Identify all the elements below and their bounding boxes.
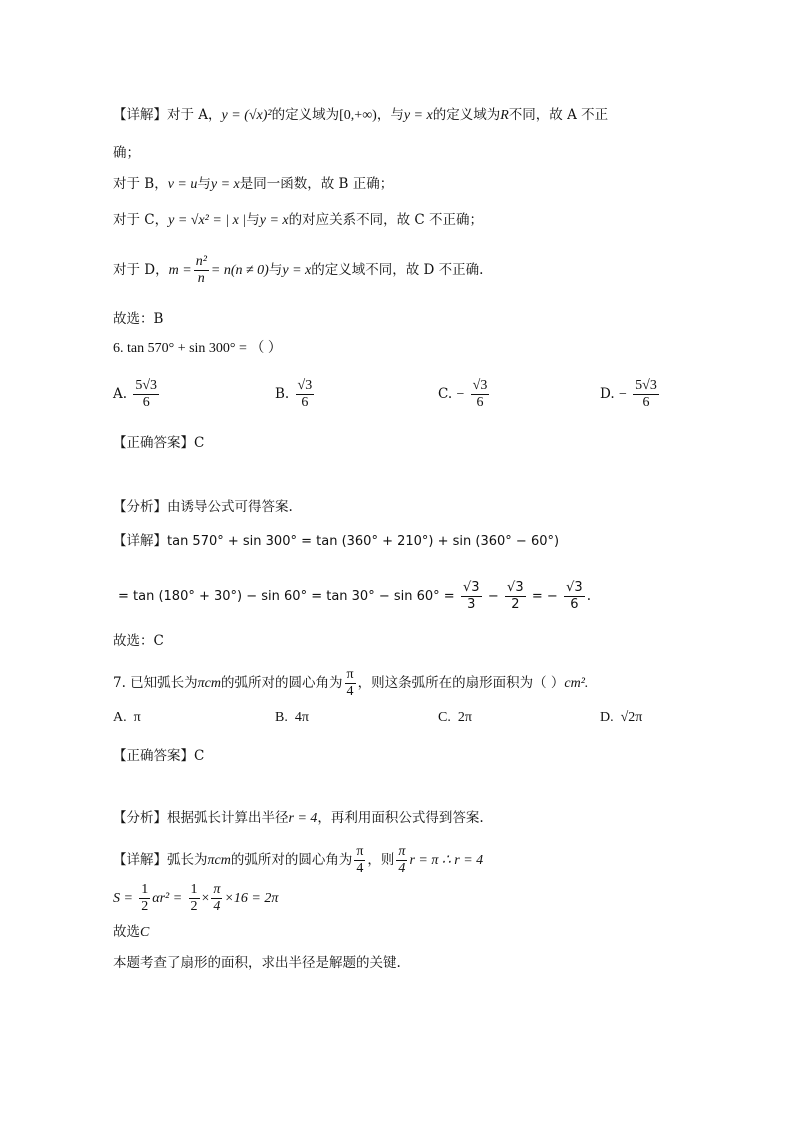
q7-summary: 本题考查了扇形的面积，求出半径是解题的关键.	[113, 955, 401, 971]
detail-line-b: 对于 B，v = u与y = x是同一函数，故 B 正确；	[113, 176, 394, 192]
q6-final-answer: 故选：C	[113, 633, 164, 649]
q6-detail-2: = tan (180° + 30°) − sin 60° = tan 30° − sin 60° = $\frac{√3}{3}$ − $\frac{√3}{2}$ = − $\frac{√3}{6}$ .	[118, 580, 591, 612]
q7-correct-answer: 【正确答案】C	[113, 748, 205, 764]
q7-option-c: C. 2π	[438, 710, 472, 725]
q6-option-d: D. − $\frac{5√3}{6}$	[600, 378, 657, 410]
q6-analysis: 【分析】由诱导公式可得答案.	[113, 499, 293, 515]
fraction: $\frac{√3}{2}$	[507, 580, 524, 612]
fraction: $\frac{5√3}{6}$	[635, 378, 657, 410]
fraction: $\frac{√3}{6}$	[472, 378, 488, 410]
q7-final-answer: 故选C	[113, 924, 150, 940]
fraction: $\frac{√3}{3}$	[462, 580, 480, 612]
q7-option-b: B. 4π	[275, 710, 309, 725]
q6-stem: 6. tan 570° + sin 300° = （ ）	[113, 341, 282, 356]
q6-option-b: B. $\frac{√3}{6}$	[275, 378, 313, 410]
detail-line-a: 【详解】对于 A，y = (√x)²的定义域为[0,+∞)，与y = x的定义域为R不同，故 A 不正	[113, 107, 609, 123]
q7-detail: 【详解】弧长为πcm的弧所对的圆心角为 $\frac{\pi}{4}$ ，则 $\frac{\pi}{4}$ r = π ∴ r = 4	[113, 844, 484, 876]
detail-line-d: 对于 D，m = $\frac{\text{n²}}{n}$ = n(n ≠ 0)与y = x的定义域不同，故 D 不正确.	[113, 254, 484, 286]
fraction: $\frac{√3}{6}$	[566, 580, 583, 612]
fraction: $\frac{\pi}{4}$	[398, 844, 406, 876]
fraction: $\frac{√3}{6}$	[297, 378, 313, 410]
q7-formula: S = $\frac{1}{2}$ αr² = $\frac{1}{2}$ × $\frac{\pi}{4}$ ×16 = 2π	[113, 882, 279, 914]
q6-correct-answer: 【正确答案】C	[113, 435, 205, 451]
q7-analysis: 【分析】根据弧长计算出半径r = 4，再利用面积公式得到答案.	[113, 810, 484, 826]
q7-stem: 7. 已知弧长为πcm的弧所对的圆心角为 $\frac{\pi}{4}$ ，则这条弧所在的扇形面积为（ ）cm².	[113, 667, 589, 699]
fraction: $\frac{1}{2}$	[141, 882, 149, 914]
answer-line-b: 故选：B	[113, 311, 164, 327]
fraction: $\frac{\pi}{4}$	[213, 882, 221, 914]
detail-line-c: 对于 C，y = √x² = | x |与y = x的对应关系不同，故 C 不正确；	[113, 212, 484, 228]
fraction: $\frac{5√3}{6}$	[135, 378, 158, 410]
fraction: $\frac{\text{n²}}{n}$	[195, 254, 207, 286]
q6-detail-1: 【详解】tan 570° + sin 300° = tan (360° + 210°) + sin (360° − 60°)	[113, 533, 560, 549]
q6-option-c: C. − $\frac{√3}{6}$	[438, 378, 488, 410]
fraction: $\frac{\pi}{4}$	[346, 667, 354, 699]
q7-option-a: A. π	[113, 710, 141, 725]
q7-option-d: D. √2π	[600, 710, 643, 725]
fraction: $\frac{\pi}{4}$	[356, 844, 364, 876]
q6-option-a: A. $\frac{5√3}{6}$	[113, 378, 158, 410]
detail-line-a-cont: 确；	[113, 145, 140, 161]
fraction: $\frac{1}{2}$	[190, 882, 198, 914]
